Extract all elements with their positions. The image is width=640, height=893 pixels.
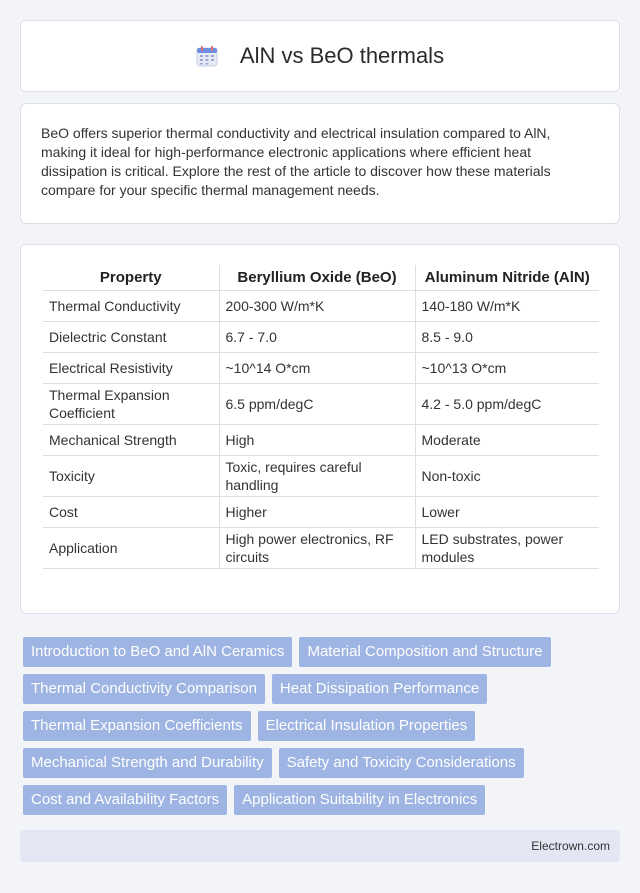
table-cell: High [219,424,415,455]
header-beo: Beryllium Oxide (BeO) [219,265,415,290]
table-cell: ~10^13 O*cm [415,352,599,383]
table-cell: High power electronics, RF circuits [219,527,415,568]
table-header-row [43,265,599,290]
table-cell: 200-300 W/m*K [219,290,415,321]
table-row [43,455,599,496]
table-row [43,290,599,321]
footer-source: Electrown.com [531,839,610,853]
tag-introduction[interactable]: Introduction to BeO and AlN Ceramics [23,637,292,667]
header-aln: Aluminum Nitride (AlN) [415,265,599,290]
table-cell: Thermal Conductivity [43,290,219,321]
table-row [43,383,599,424]
table-cell: Dielectric Constant [43,321,219,352]
tag-safety-toxicity[interactable]: Safety and Toxicity Considerations [279,748,524,778]
table-cell: 4.2 - 5.0 ppm/degC [415,383,599,424]
table-cell: Lower [415,496,599,527]
table-cell: Application [43,527,219,568]
tag-cost-availability[interactable]: Cost and Availability Factors [23,785,227,815]
title-card [20,20,620,92]
table-cell: Higher [219,496,415,527]
tag-application-suitability[interactable]: Application Suitability in Electronics [234,785,485,815]
table-row [43,321,599,352]
footer [20,830,620,862]
table-row [43,527,599,568]
intro-card [20,103,620,224]
table-cell: ~10^14 O*cm [219,352,415,383]
table-cell: 6.5 ppm/degC [219,383,415,424]
table-row [43,352,599,383]
table-row [43,424,599,455]
table-cell: Electrical Resistivity [43,352,219,383]
tag-thermal-conductivity[interactable]: Thermal Conductivity Comparison [23,674,265,704]
page-title: AlN vs BeO thermals [239,43,445,68]
comparison-table [43,265,599,569]
table-cell: 140-180 W/m*K [415,290,599,321]
topic-tags [23,637,623,822]
table-cell: Toxicity [43,455,219,496]
tag-electrical-insulation[interactable]: Electrical Insulation Properties [258,711,476,741]
tag-thermal-expansion[interactable]: Thermal Expansion Coefficients [23,711,251,741]
comparison-table-card [20,244,620,614]
table-cell: Moderate [415,424,599,455]
table-cell: LED substrates, power modules [415,527,599,568]
table-cell: Non-toxic [415,455,599,496]
table-cell: Mechanical Strength [43,424,219,455]
tag-heat-dissipation[interactable]: Heat Dissipation Performance [272,674,487,704]
table-row [43,496,599,527]
tag-material-composition[interactable]: Material Composition and Structure [299,637,550,667]
table-cell: Toxic, requires careful handling [219,455,415,496]
table-cell: Cost [43,496,219,527]
intro-text: BeO offers superior thermal conductivity and electrical insulation compared to AlN, making it ideal for high-performance electronic applications where efficient heat dissipation is critical. Explore the rest of the article to discover how these materials compare for your specific thermal management needs. [41,125,551,198]
header-property: Property [43,265,219,290]
table-cell: 6.7 - 7.0 [219,321,415,352]
table-cell: Thermal Expansion Coefficient [43,383,219,424]
table-cell: 8.5 - 9.0 [415,321,599,352]
calendar-icon [196,45,218,67]
tag-mechanical-strength[interactable]: Mechanical Strength and Durability [23,748,272,778]
